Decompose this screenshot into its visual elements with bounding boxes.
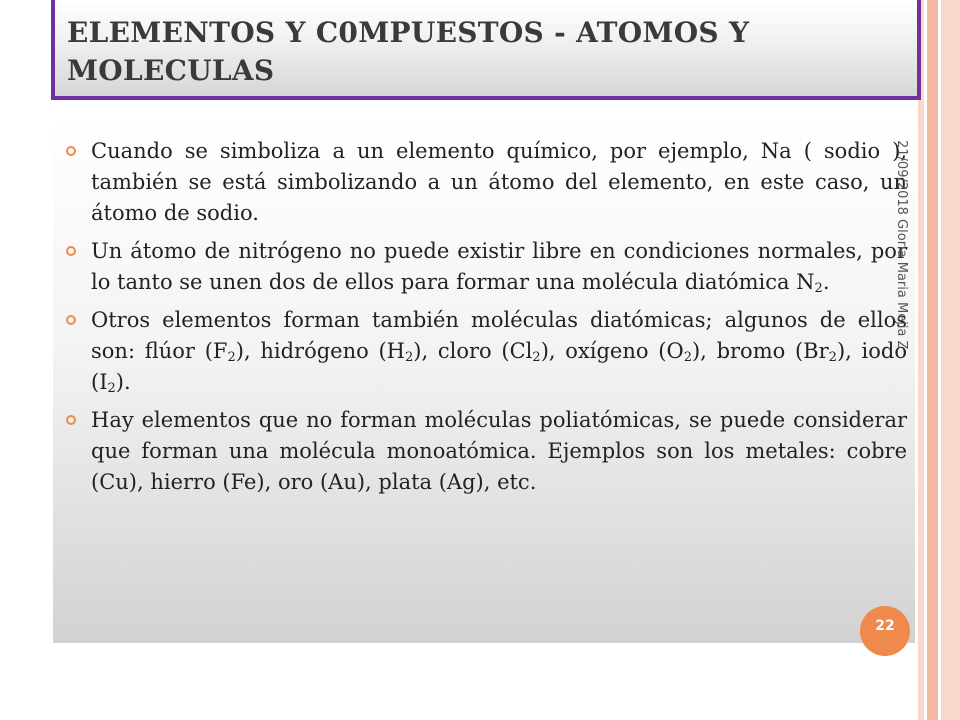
subscript: 2 — [227, 350, 236, 365]
bullet-circle-icon — [66, 415, 76, 425]
bullet-text: ). — [115, 370, 131, 394]
subscript: 2 — [107, 381, 116, 396]
bullet-item — [53, 136, 915, 229]
bullet-text: Hay elementos que no forman moléculas poliatómicas, se puede considerar que forman una molécula monoatómica. Ejemplos son los metales: cobre (Cu), hierro (Fe), oro (Au), plata (Ag), etc. — [91, 408, 907, 494]
bullet-circle-icon — [66, 315, 76, 325]
page-number: 22 — [875, 618, 895, 634]
subscript: 2 — [405, 350, 414, 365]
bullet-text: ), oxígeno (O — [540, 339, 684, 363]
bullet-item — [53, 405, 915, 498]
subscript: 2 — [532, 350, 541, 365]
content-area — [53, 118, 915, 643]
subscript: 2 — [828, 350, 837, 365]
bullet-text: ), cloro (Cl — [413, 339, 533, 363]
bullet-item — [53, 305, 915, 398]
bullet-text: Un átomo de nitrógeno no puede existir libre en condiciones normales, por lo tanto se unen dos de ellos para formar una molécula diatómica N — [91, 239, 907, 294]
date-author-text: 21/09/2018 Gloria Maria Mejia Z — [894, 140, 909, 350]
bullet-item — [53, 236, 915, 298]
bullet-text: ), bromo (Br — [691, 339, 829, 363]
title-box — [51, 0, 921, 100]
bullet-text: Otros elementos forman también moléculas diatómicas; algunos de ellos son: flúor (F — [91, 308, 907, 363]
bullet-circle-icon — [66, 146, 76, 156]
slide-title: ELEMENTOS Y C0MPUESTOS - ATOMOS Y MOLECULAS — [67, 16, 750, 87]
side-footer — [893, 140, 915, 400]
bullet-list — [53, 136, 915, 505]
bullet-text: . — [822, 270, 830, 294]
decorative-side-stripes — [918, 0, 960, 720]
subscript: 2 — [814, 281, 823, 296]
bullet-text: ), hidrógeno (H — [235, 339, 405, 363]
bullet-circle-icon — [66, 246, 76, 256]
bullet-text: Cuando se simboliza a un elemento químico, por ejemplo, Na ( sodio ), también se está simbolizando a un átomo del elemento, en este caso, un átomo de sodio. — [91, 139, 907, 225]
subscript: 2 — [683, 350, 692, 365]
bullet-text: ), iodo (I — [91, 339, 907, 394]
